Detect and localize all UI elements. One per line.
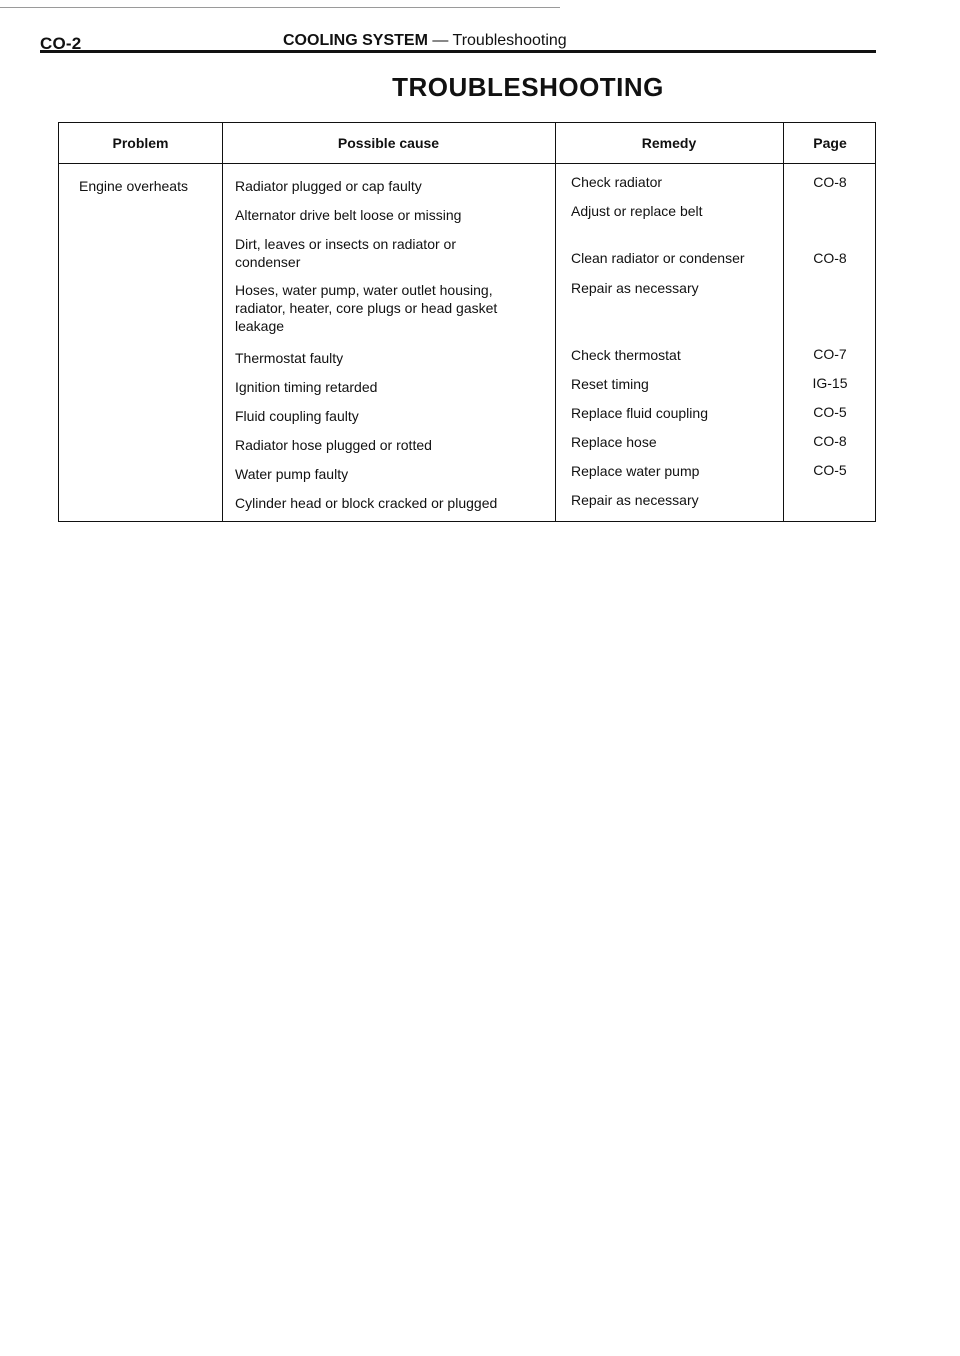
column-divider xyxy=(555,123,556,521)
column-header-remedy: Remedy xyxy=(641,135,697,151)
page-ref: CO-8 xyxy=(813,433,847,449)
page-header xyxy=(0,0,960,60)
problem-cell: Engine overheats xyxy=(79,178,188,194)
page-ref: CO-5 xyxy=(813,462,847,478)
page-title: TROUBLESHOOTING xyxy=(392,72,664,102)
remedy-item: Check thermostat xyxy=(571,347,681,363)
cause-item: Radiator plugged or cap faulty xyxy=(235,178,422,194)
cause-item: Ignition timing retarded xyxy=(235,379,378,395)
remedy-item: Replace water pump xyxy=(571,463,700,479)
page-number: CO-2 xyxy=(40,34,82,53)
section-name: Troubleshooting xyxy=(452,32,567,49)
page-ref: CO-8 xyxy=(813,250,847,266)
cause-item: Cylinder head or block cracked or plugged xyxy=(235,495,498,511)
remedy-item: Replace fluid coupling xyxy=(571,405,708,421)
column-header-page: Page xyxy=(813,135,847,151)
cause-item: Fluid coupling faulty xyxy=(235,408,359,424)
title-separator: — xyxy=(427,32,453,49)
cause-item: Hoses, water pump, water outlet housing, radiator, heater, core plugs or head gasket leakage xyxy=(235,282,498,334)
troubleshooting-table xyxy=(58,122,876,522)
header-rule xyxy=(40,50,876,53)
remedy-item: Repair as necessary xyxy=(571,492,699,508)
cause-item: Dirt, leaves or insects on radiator or condenser xyxy=(235,236,456,270)
remedy-item: Clean radiator or condenser xyxy=(571,250,745,266)
cause-item: Water pump faulty xyxy=(235,466,349,482)
column-header-problem: Problem xyxy=(112,135,169,151)
column-divider xyxy=(222,123,223,521)
column-header-cause: Possible cause xyxy=(337,135,440,151)
page-ref: IG-15 xyxy=(812,375,848,391)
remedy-item: Adjust or replace belt xyxy=(571,203,703,219)
cause-item: Radiator hose plugged or rotted xyxy=(235,437,432,453)
section-title xyxy=(283,32,567,50)
page-ref: CO-7 xyxy=(813,346,847,362)
page-ref: CO-5 xyxy=(813,404,847,420)
remedy-item: Replace hose xyxy=(571,434,657,450)
page-ref: CO-8 xyxy=(813,174,847,190)
remedy-item: Reset timing xyxy=(571,376,649,392)
remedy-item: Repair as necessary xyxy=(571,280,699,296)
remedy-item: Check radiator xyxy=(571,174,663,190)
cause-item: Alternator drive belt loose or missing xyxy=(235,207,462,223)
system-name: COOLING SYSTEM xyxy=(283,32,428,49)
cause-item: Thermostat faulty xyxy=(235,350,344,366)
header-divider xyxy=(59,163,875,164)
